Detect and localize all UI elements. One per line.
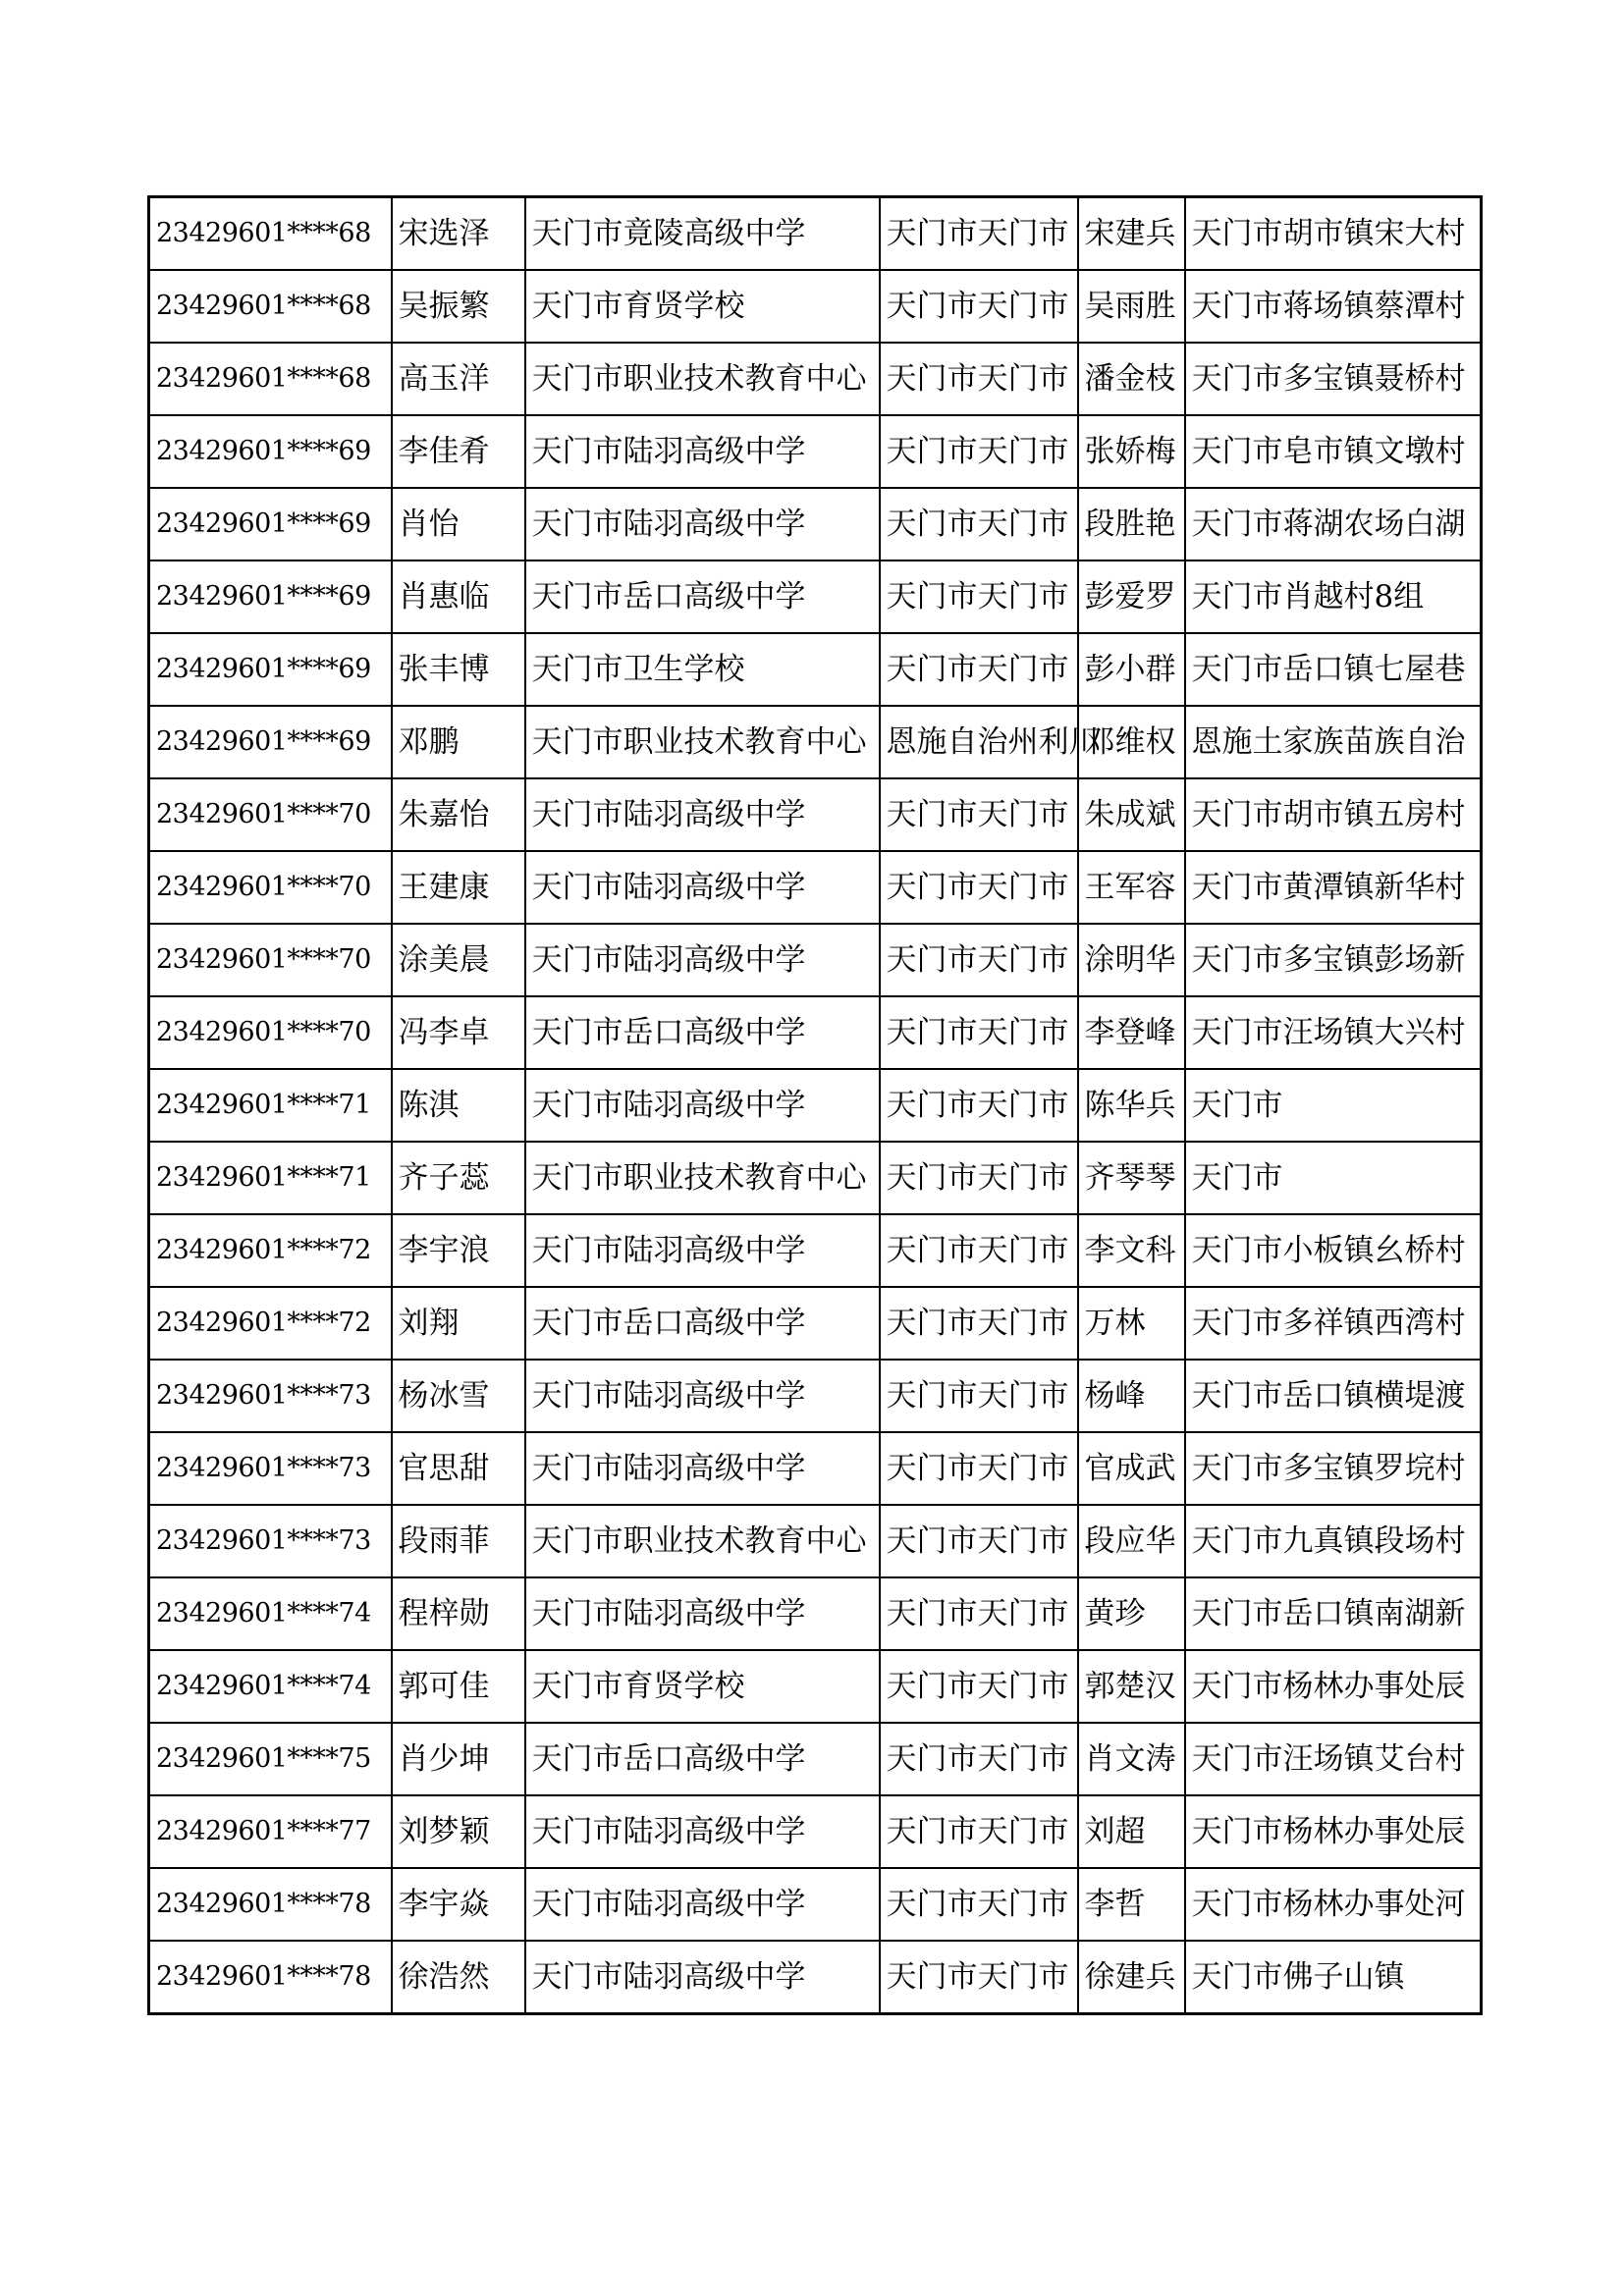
guardian-name-cell: 段应华 [1078,1505,1185,1577]
table-row [149,1795,1482,1868]
table-row [149,924,1482,996]
school-cell: 天门市育贤学校 [525,1650,880,1723]
address-cell: 天门市杨林办事处河 [1185,1868,1482,1941]
exam-id-cell: 23429601****70 [149,851,392,924]
address-cell: 天门市 [1185,1142,1482,1214]
school-cell: 天门市育贤学校 [525,270,880,343]
school-cell: 天门市职业技术教育中心 [525,1505,880,1577]
exam-id-cell: 23429601****70 [149,778,392,851]
exam-id-cell: 23429601****69 [149,633,392,706]
student-name-cell: 肖惠临 [392,561,525,633]
student-name-cell: 涂美晨 [392,924,525,996]
student-name-cell: 朱嘉怡 [392,778,525,851]
table-row [149,1941,1482,2014]
address-cell: 天门市胡市镇宋大村 [1185,197,1482,271]
exam-id-cell: 23429601****78 [149,1868,392,1941]
table-row [149,343,1482,415]
exam-id-cell: 23429601****70 [149,996,392,1069]
region-cell: 恩施自治州利川 [880,706,1078,778]
student-name-cell: 吴振繁 [392,270,525,343]
exam-id-cell: 23429601****72 [149,1214,392,1287]
address-cell: 天门市杨林办事处辰 [1185,1795,1482,1868]
school-cell: 天门市岳口高级中学 [525,1723,880,1795]
region-cell: 天门市天门市 [880,851,1078,924]
guardian-name-cell: 万林 [1078,1287,1185,1360]
guardian-name-cell: 郭楚汉 [1078,1650,1185,1723]
address-cell: 天门市岳口镇横堤渡 [1185,1360,1482,1432]
address-cell: 天门市岳口镇南湖新 [1185,1577,1482,1650]
student-name-cell: 王建康 [392,851,525,924]
table-row [149,415,1482,488]
student-name-cell: 冯李卓 [392,996,525,1069]
region-cell: 天门市天门市 [880,1577,1078,1650]
exam-id-cell: 23429601****73 [149,1505,392,1577]
exam-id-cell: 23429601****78 [149,1941,392,2014]
table-row [149,706,1482,778]
school-cell: 天门市陆羽高级中学 [525,778,880,851]
school-cell: 天门市陆羽高级中学 [525,1941,880,2014]
student-name-cell: 李宇浪 [392,1214,525,1287]
guardian-name-cell: 李哲 [1078,1868,1185,1941]
guardian-name-cell: 刘超 [1078,1795,1185,1868]
student-name-cell: 齐子蕊 [392,1142,525,1214]
table-row [149,197,1482,271]
address-cell: 天门市岳口镇七屋巷 [1185,633,1482,706]
guardian-name-cell: 邓维权 [1078,706,1185,778]
exam-id-cell: 23429601****68 [149,270,392,343]
school-cell: 天门市陆羽高级中学 [525,488,880,561]
student-name-cell: 张丰博 [392,633,525,706]
student-name-cell: 陈淇 [392,1069,525,1142]
table-row [149,1287,1482,1360]
exam-id-cell: 23429601****74 [149,1577,392,1650]
exam-id-cell: 23429601****74 [149,1650,392,1723]
school-cell: 天门市岳口高级中学 [525,1287,880,1360]
student-name-cell: 官思甜 [392,1432,525,1505]
exam-id-cell: 23429601****68 [149,197,392,271]
table-row [149,851,1482,924]
table-row [149,1432,1482,1505]
region-cell: 天门市天门市 [880,488,1078,561]
school-cell: 天门市竟陵高级中学 [525,197,880,271]
school-cell: 天门市陆羽高级中学 [525,924,880,996]
address-cell: 天门市皂市镇文墩村 [1185,415,1482,488]
table-row [149,270,1482,343]
student-roster-table [147,195,1483,2015]
exam-id-cell: 23429601****73 [149,1360,392,1432]
guardian-name-cell: 吴雨胜 [1078,270,1185,343]
region-cell: 天门市天门市 [880,415,1078,488]
address-cell: 天门市多祥镇西湾村 [1185,1287,1482,1360]
exam-id-cell: 23429601****70 [149,924,392,996]
student-name-cell: 肖怡 [392,488,525,561]
guardian-name-cell: 李文科 [1078,1214,1185,1287]
student-name-cell: 杨冰雪 [392,1360,525,1432]
region-cell: 天门市天门市 [880,1941,1078,2014]
region-cell: 天门市天门市 [880,1650,1078,1723]
school-cell: 天门市陆羽高级中学 [525,1360,880,1432]
guardian-name-cell: 王军容 [1078,851,1185,924]
student-name-cell: 郭可佳 [392,1650,525,1723]
table-row [149,1577,1482,1650]
region-cell: 天门市天门市 [880,1505,1078,1577]
student-name-cell: 徐浩然 [392,1941,525,2014]
region-cell: 天门市天门市 [880,633,1078,706]
region-cell: 天门市天门市 [880,924,1078,996]
table-row [149,1214,1482,1287]
student-name-cell: 肖少坤 [392,1723,525,1795]
region-cell: 天门市天门市 [880,1214,1078,1287]
address-cell: 天门市杨林办事处辰 [1185,1650,1482,1723]
table-row [149,1069,1482,1142]
table-row [149,1723,1482,1795]
address-cell: 天门市佛子山镇 [1185,1941,1482,2014]
school-cell: 天门市陆羽高级中学 [525,1432,880,1505]
table-row [149,1650,1482,1723]
student-name-cell: 刘梦颖 [392,1795,525,1868]
guardian-name-cell: 潘金枝 [1078,343,1185,415]
school-cell: 天门市陆羽高级中学 [525,1795,880,1868]
exam-id-cell: 23429601****72 [149,1287,392,1360]
region-cell: 天门市天门市 [880,197,1078,271]
exam-id-cell: 23429601****69 [149,415,392,488]
school-cell: 天门市岳口高级中学 [525,561,880,633]
address-cell: 天门市黄潭镇新华村 [1185,851,1482,924]
region-cell: 天门市天门市 [880,1868,1078,1941]
region-cell: 天门市天门市 [880,1142,1078,1214]
student-name-cell: 宋选泽 [392,197,525,271]
school-cell: 天门市职业技术教育中心 [525,1142,880,1214]
school-cell: 天门市陆羽高级中学 [525,1069,880,1142]
exam-id-cell: 23429601****75 [149,1723,392,1795]
address-cell: 天门市蒋场镇蔡潭村 [1185,270,1482,343]
exam-id-cell: 23429601****69 [149,561,392,633]
guardian-name-cell: 黄珍 [1078,1577,1185,1650]
school-cell: 天门市卫生学校 [525,633,880,706]
guardian-name-cell: 彭爱罗 [1078,561,1185,633]
guardian-name-cell: 杨峰 [1078,1360,1185,1432]
exam-id-cell: 23429601****69 [149,488,392,561]
table-row [149,996,1482,1069]
table-row [149,1360,1482,1432]
address-cell: 恩施土家族苗族自治 [1185,706,1482,778]
region-cell: 天门市天门市 [880,1432,1078,1505]
address-cell: 天门市小板镇幺桥村 [1185,1214,1482,1287]
address-cell: 天门市汪场镇大兴村 [1185,996,1482,1069]
school-cell: 天门市职业技术教育中心 [525,706,880,778]
student-name-cell: 高玉洋 [392,343,525,415]
address-cell: 天门市 [1185,1069,1482,1142]
student-name-cell: 程梓勋 [392,1577,525,1650]
exam-id-cell: 23429601****68 [149,343,392,415]
guardian-name-cell: 彭小群 [1078,633,1185,706]
table-row [149,778,1482,851]
address-cell: 天门市九真镇段场村 [1185,1505,1482,1577]
roster-body [149,197,1482,2014]
school-cell: 天门市陆羽高级中学 [525,415,880,488]
school-cell: 天门市职业技术教育中心 [525,343,880,415]
address-cell: 天门市汪场镇艾台村 [1185,1723,1482,1795]
guardian-name-cell: 朱成斌 [1078,778,1185,851]
guardian-name-cell: 李登峰 [1078,996,1185,1069]
table-row [149,1142,1482,1214]
exam-id-cell: 23429601****71 [149,1142,392,1214]
region-cell: 天门市天门市 [880,1069,1078,1142]
region-cell: 天门市天门市 [880,996,1078,1069]
address-cell: 天门市胡市镇五房村 [1185,778,1482,851]
region-cell: 天门市天门市 [880,1795,1078,1868]
table-row [149,633,1482,706]
region-cell: 天门市天门市 [880,1723,1078,1795]
address-cell: 天门市多宝镇聂桥村 [1185,343,1482,415]
guardian-name-cell: 陈华兵 [1078,1069,1185,1142]
guardian-name-cell: 官成武 [1078,1432,1185,1505]
exam-id-cell: 23429601****71 [149,1069,392,1142]
guardian-name-cell: 宋建兵 [1078,197,1185,271]
student-name-cell: 段雨菲 [392,1505,525,1577]
guardian-name-cell: 肖文涛 [1078,1723,1185,1795]
region-cell: 天门市天门市 [880,1287,1078,1360]
exam-id-cell: 23429601****69 [149,706,392,778]
school-cell: 天门市陆羽高级中学 [525,1214,880,1287]
exam-id-cell: 23429601****73 [149,1432,392,1505]
region-cell: 天门市天门市 [880,1360,1078,1432]
guardian-name-cell: 张娇梅 [1078,415,1185,488]
student-name-cell: 李宇焱 [392,1868,525,1941]
address-cell: 天门市多宝镇彭场新 [1185,924,1482,996]
guardian-name-cell: 涂明华 [1078,924,1185,996]
school-cell: 天门市陆羽高级中学 [525,1577,880,1650]
table-row [149,488,1482,561]
school-cell: 天门市陆羽高级中学 [525,851,880,924]
region-cell: 天门市天门市 [880,343,1078,415]
student-name-cell: 李佳肴 [392,415,525,488]
address-cell: 天门市蒋湖农场白湖 [1185,488,1482,561]
school-cell: 天门市陆羽高级中学 [525,1868,880,1941]
table-row [149,561,1482,633]
region-cell: 天门市天门市 [880,270,1078,343]
student-name-cell: 刘翔 [392,1287,525,1360]
exam-id-cell: 23429601****77 [149,1795,392,1868]
guardian-name-cell: 徐建兵 [1078,1941,1185,2014]
table-row [149,1505,1482,1577]
table-row [149,1868,1482,1941]
guardian-name-cell: 段胜艳 [1078,488,1185,561]
student-name-cell: 邓鹏 [392,706,525,778]
region-cell: 天门市天门市 [880,778,1078,851]
guardian-name-cell: 齐琴琴 [1078,1142,1185,1214]
address-cell: 天门市多宝镇罗垸村 [1185,1432,1482,1505]
region-cell: 天门市天门市 [880,561,1078,633]
address-cell: 天门市肖越村8组 [1185,561,1482,633]
school-cell: 天门市岳口高级中学 [525,996,880,1069]
